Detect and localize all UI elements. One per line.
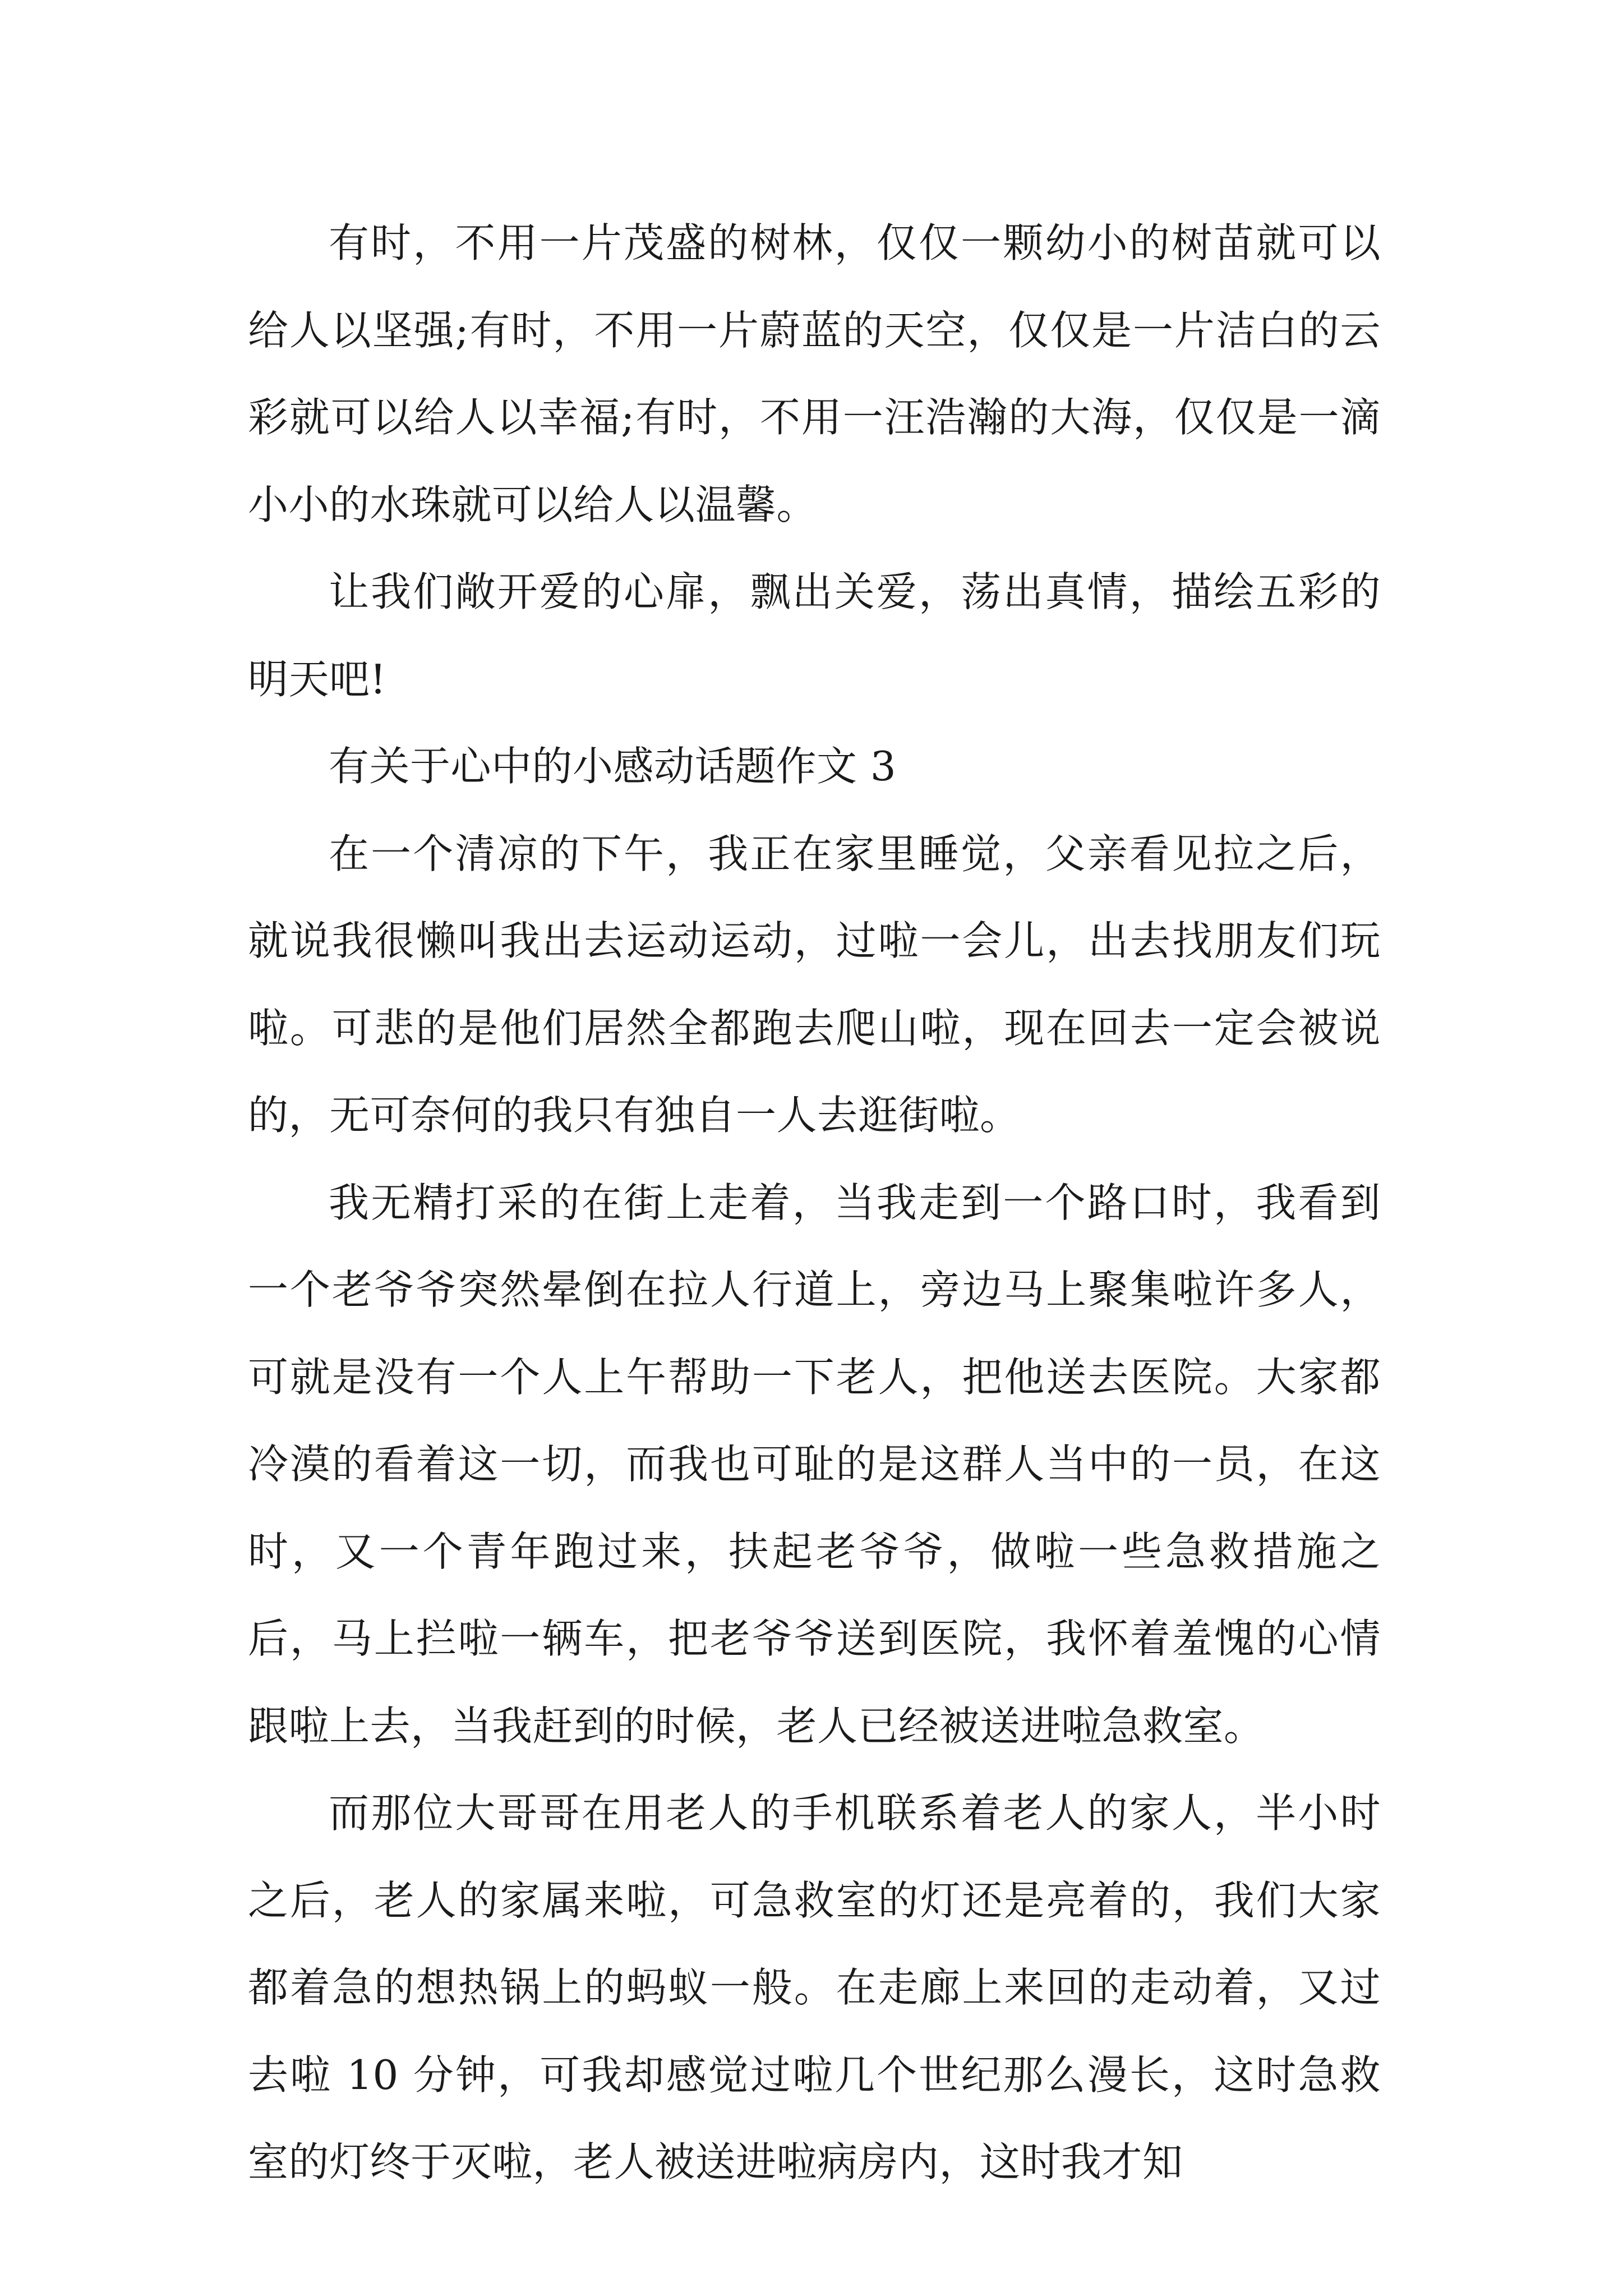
document-body bbox=[248, 200, 1381, 2206]
paragraph-2: 让我们敞开爱的心扉，飘出关爱，荡出真情，描绘五彩的明天吧! bbox=[248, 568, 1381, 703]
paragraph-4: 我无精打采的在街上走着，当我走到一个路口时，我看到一个老爷爷突然晕倒在拉人行道上，旁边马上聚集啦许多人，可就是没有一个人上午帮助一下老人，把他送去医院。大家都冷漠的看着这一切，而我也可耻的是这群人当中的一员，在这时，又一个青年跑过来，扶起老爷爷，做啦一些急救措施之后，马上拦啦一辆车，把老爷爷送到医院，我怀着羞愧的心情跟啦上去，当我赶到的时候，老人已经被送进啦急救室。 bbox=[248, 1179, 1381, 1750]
paragraph-3: 在一个清凉的下午，我正在家里睡觉，父亲看见拉之后，就说我很懒叫我出去运动运动，过啦一会儿，出去找朋友们玩啦。可悲的是他们居然全都跑去爬山啦，现在回去一定会被说的，无可奈何的我只有独自一人去逛街啦。 bbox=[248, 830, 1381, 1139]
paragraph-1: 有时，不用一片茂盛的树林，仅仅一颗幼小的树苗就可以给人以坚强;有时，不用一片蔚蓝的天空，仅仅是一片洁白的云彩就可以给人以幸福;有时，不用一汪浩瀚的大海，仅仅是一滴小小的水珠就可以给人以温馨。 bbox=[248, 219, 1381, 528]
section-title: 有关于心中的小感动话题作文 3 bbox=[329, 743, 897, 790]
paragraph-5: 而那位大哥哥在用老人的手机联系着老人的家人，半小时之后，老人的家属来啦，可急救室的灯还是亮着的，我们大家都着急的想热锅上的蚂蚁一般。在走廊上来回的走动着，又过去啦 10 分钟，可我却感觉过啦几个世纪那么漫长，这时急救室的灯终于灭啦，老人被送进啦病房内，这时我才知 bbox=[248, 1789, 1381, 2185]
